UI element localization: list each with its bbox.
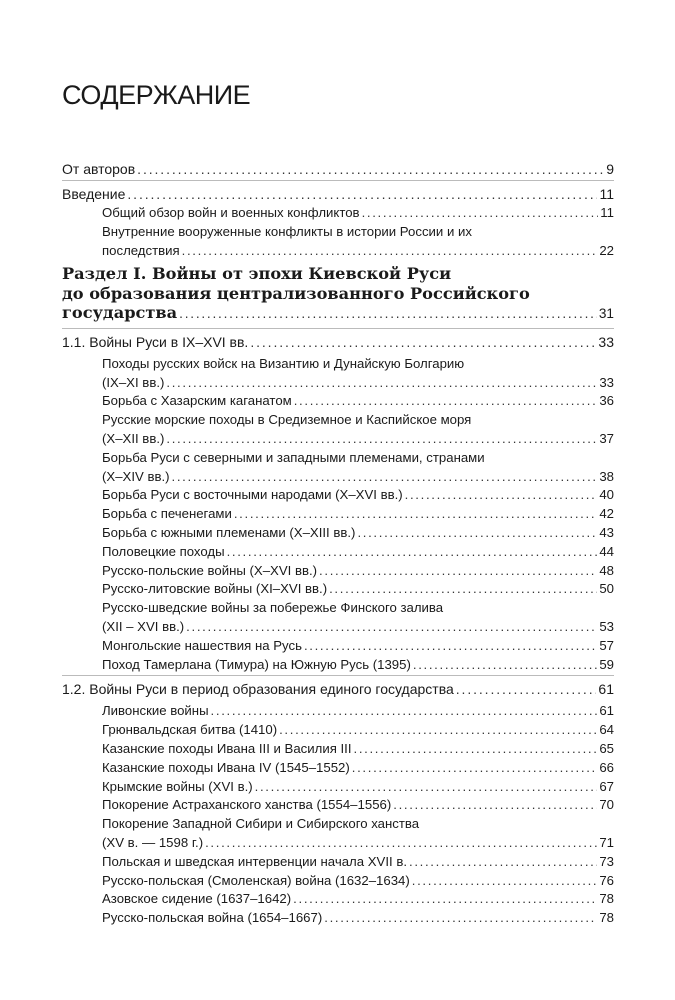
toc-entry[interactable] [62,853,614,872]
toc-entry-title: Казанские походы Ивана IV (1545–1552) [102,759,350,775]
toc-page-number: 11 [599,186,614,202]
toc-page-number: 33 [599,374,614,390]
toc-entry-title: Половецкие походы [102,543,225,559]
toc-page-number: 37 [599,431,614,447]
divider [62,180,614,181]
toc-entry[interactable] [62,872,614,891]
section-title-line: государства [62,303,178,323]
dot-leader [234,505,597,524]
toc-entry[interactable] [62,890,614,909]
toc-page-number: 73 [599,853,614,869]
toc-page-number: 64 [599,722,614,738]
toc-entry-title-line: Внутренние вооруженные конфликты в истории России и их [102,223,472,239]
dot-leader [304,637,597,656]
toc-page-number: 53 [599,619,614,635]
toc-page-number: 59 [599,656,614,672]
toc-page-number: 48 [599,562,614,578]
toc-entry-title: 1.1. Войны Руси в IX–XVI вв. [62,333,249,350]
dot-leader [405,486,598,505]
toc-entry-title: Грюнвальдская битва (1410) [102,722,278,738]
toc-entry[interactable] [62,543,614,562]
toc-page-number: 78 [599,891,614,907]
toc-page-number: 31 [598,306,614,322]
dot-leader [166,430,597,449]
toc-page-number: 70 [599,797,614,813]
toc-page-number: 76 [599,872,614,888]
toc-entry-title: Введение [62,186,126,202]
toc-page-number: 36 [599,393,614,409]
toc-entry-title: Монгольские нашествия на Русь [102,637,302,653]
dot-leader [179,304,597,324]
toc-entry-intro-overview[interactable] [62,204,614,223]
toc-entry-title: Русско-литовские войны (XI–XVI вв.) [102,581,328,597]
dot-leader [227,543,598,562]
toc-entry-title-line: Русские морские походы в Средиземное и Каспийское моря [102,412,472,428]
dot-leader [205,834,597,853]
dot-leader [362,204,599,223]
toc-page-number: 43 [599,525,614,541]
dot-leader [182,242,598,261]
dot-leader [172,468,598,487]
toc-entry[interactable] [62,815,614,853]
dot-leader [329,580,597,599]
toc-page-number: 33 [598,333,614,350]
toc-entry[interactable] [62,721,614,740]
dot-leader [412,872,598,891]
toc-page-number: 50 [599,581,614,597]
toc-entry-title: Русско-польская война (1654–1667) [102,910,323,926]
toc-section-1[interactable] [62,264,614,324]
toc-entry-title: Крымские войны (XVI в.) [102,778,253,794]
dot-leader [186,618,597,637]
toc-entry-title-line: Походы русских войск на Византию и Дунайскую Болгарию [102,355,465,371]
toc-chapter-1-1[interactable] [62,332,614,352]
toc-entry[interactable] [62,759,614,778]
toc-entry-intro[interactable] [62,184,614,204]
toc-entry-title: 1.2. Войны Руси в период образования единого государства [62,681,454,698]
toc-entry-title: (XII – XVI вв.) [102,619,185,635]
toc-entry-title: Польская и шведская интервенции начала XVII в. [102,853,407,869]
toc-entry[interactable] [62,524,614,543]
toc-page-number: 57 [599,637,614,653]
dot-leader [324,909,597,928]
divider [62,675,614,676]
toc-entry-title: От авторов [62,161,136,177]
toc-page-number: 38 [599,468,614,484]
table-of-contents [62,159,614,928]
toc-entry[interactable] [62,355,614,393]
toc-entry[interactable] [62,599,614,637]
dot-leader [354,740,598,759]
toc-entry-title: (IX–XI вв.) [102,374,165,390]
toc-page-number: 42 [599,506,614,522]
toc-entry[interactable] [62,909,614,928]
toc-entry-title: (X–XII вв.) [102,431,165,447]
toc-entry-title: Борьба с печенегами [102,506,232,522]
toc-page-number: 22 [599,242,614,258]
dot-leader [409,853,597,872]
toc-entry[interactable] [62,796,614,815]
chapter-1-2-entries [62,702,614,928]
toc-entry[interactable] [62,411,614,449]
toc-entry-title: Казанские походы Ивана III и Василия III [102,741,352,757]
toc-entry-title: Борьба с южными племенами (X–XIII вв.) [102,525,356,541]
dot-leader [250,332,596,352]
toc-entry-title: Русско-польские войны (X–XVI вв.) [102,562,318,578]
divider [62,328,614,329]
toc-entry[interactable] [62,740,614,759]
page-title: СОДЕРЖАНИЕ [62,80,251,110]
toc-entry-title: Ливонские войны [102,703,209,719]
dot-leader [393,796,597,815]
toc-entry-title-line: Покорение Западной Сибири и Сибирского ханства [102,816,420,832]
dot-leader [127,184,597,204]
dot-leader [279,721,597,740]
toc-entry[interactable] [62,778,614,797]
section-title-line: Раздел I. Войны от эпохи Киевской Руси [62,264,452,284]
toc-page-number: 61 [598,681,614,698]
toc-entry-title: Борьба с Хазарским каганатом [102,393,292,409]
toc-entry-title-line: Русско-шведские войны за побережье Финского залива [102,600,444,616]
toc-entry-title: Покорение Астраханского ханства (1554–1556) [102,797,392,813]
toc-chapter-1-2[interactable] [62,679,614,699]
toc-entry-title: Борьба Руси с восточными народами (X–XVI вв.) [102,487,403,503]
dot-leader [352,759,598,778]
dot-leader [456,679,597,699]
toc-entry-title: (XV в. — 1598 г.) [102,835,204,851]
toc-page-number: 11 [600,205,614,220]
toc-entry[interactable] [62,637,614,656]
toc-page-number: 71 [599,835,614,851]
dot-leader [211,702,598,721]
section-title-line: до образования централизованного Российского [62,283,530,303]
toc-page-number: 44 [599,543,614,559]
toc-entry-title: Поход Тамерлана (Тимура) на Южную Русь (1395) [102,656,411,672]
toc-entry[interactable] [62,702,614,721]
toc-page-number: 67 [599,778,614,794]
toc-entry-title: Общий обзор войн и военных конфликтов [102,205,360,220]
toc-entry[interactable] [62,562,614,581]
dot-leader [357,524,597,543]
toc-entry-title: Русско-польская (Смоленская) война (1632–1634) [102,872,410,888]
toc-entry[interactable] [62,505,614,524]
toc-entry[interactable] [62,392,614,411]
chapter-1-1-entries [62,355,614,675]
dot-leader [294,392,598,411]
toc-entry[interactable] [62,580,614,599]
toc-entry-authors[interactable] [62,159,614,179]
toc-page-number: 66 [599,759,614,775]
dot-leader [319,562,597,581]
toc-entry-intro-internal[interactable] [62,223,614,261]
toc-entry[interactable] [62,486,614,505]
dot-leader [137,159,604,179]
toc-page-number: 78 [599,910,614,926]
toc-page-number: 61 [599,703,614,719]
toc-page-number: 9 [606,161,614,177]
toc-entry[interactable] [62,656,614,675]
toc-entry-title-line: Борьба Руси с северными и западными племенами, странами [102,449,485,465]
toc-entry[interactable] [62,449,614,487]
toc-entry-title: (X–XIV вв.) [102,468,170,484]
dot-leader [166,374,597,393]
dot-leader [413,656,597,675]
dot-leader [293,890,597,909]
toc-page-number: 40 [599,487,614,503]
toc-page-number: 65 [599,741,614,757]
toc-entry-title: Азовское сидение (1637–1642) [102,891,292,907]
toc-entry-title: последствия [102,242,180,258]
dot-leader [255,778,598,797]
